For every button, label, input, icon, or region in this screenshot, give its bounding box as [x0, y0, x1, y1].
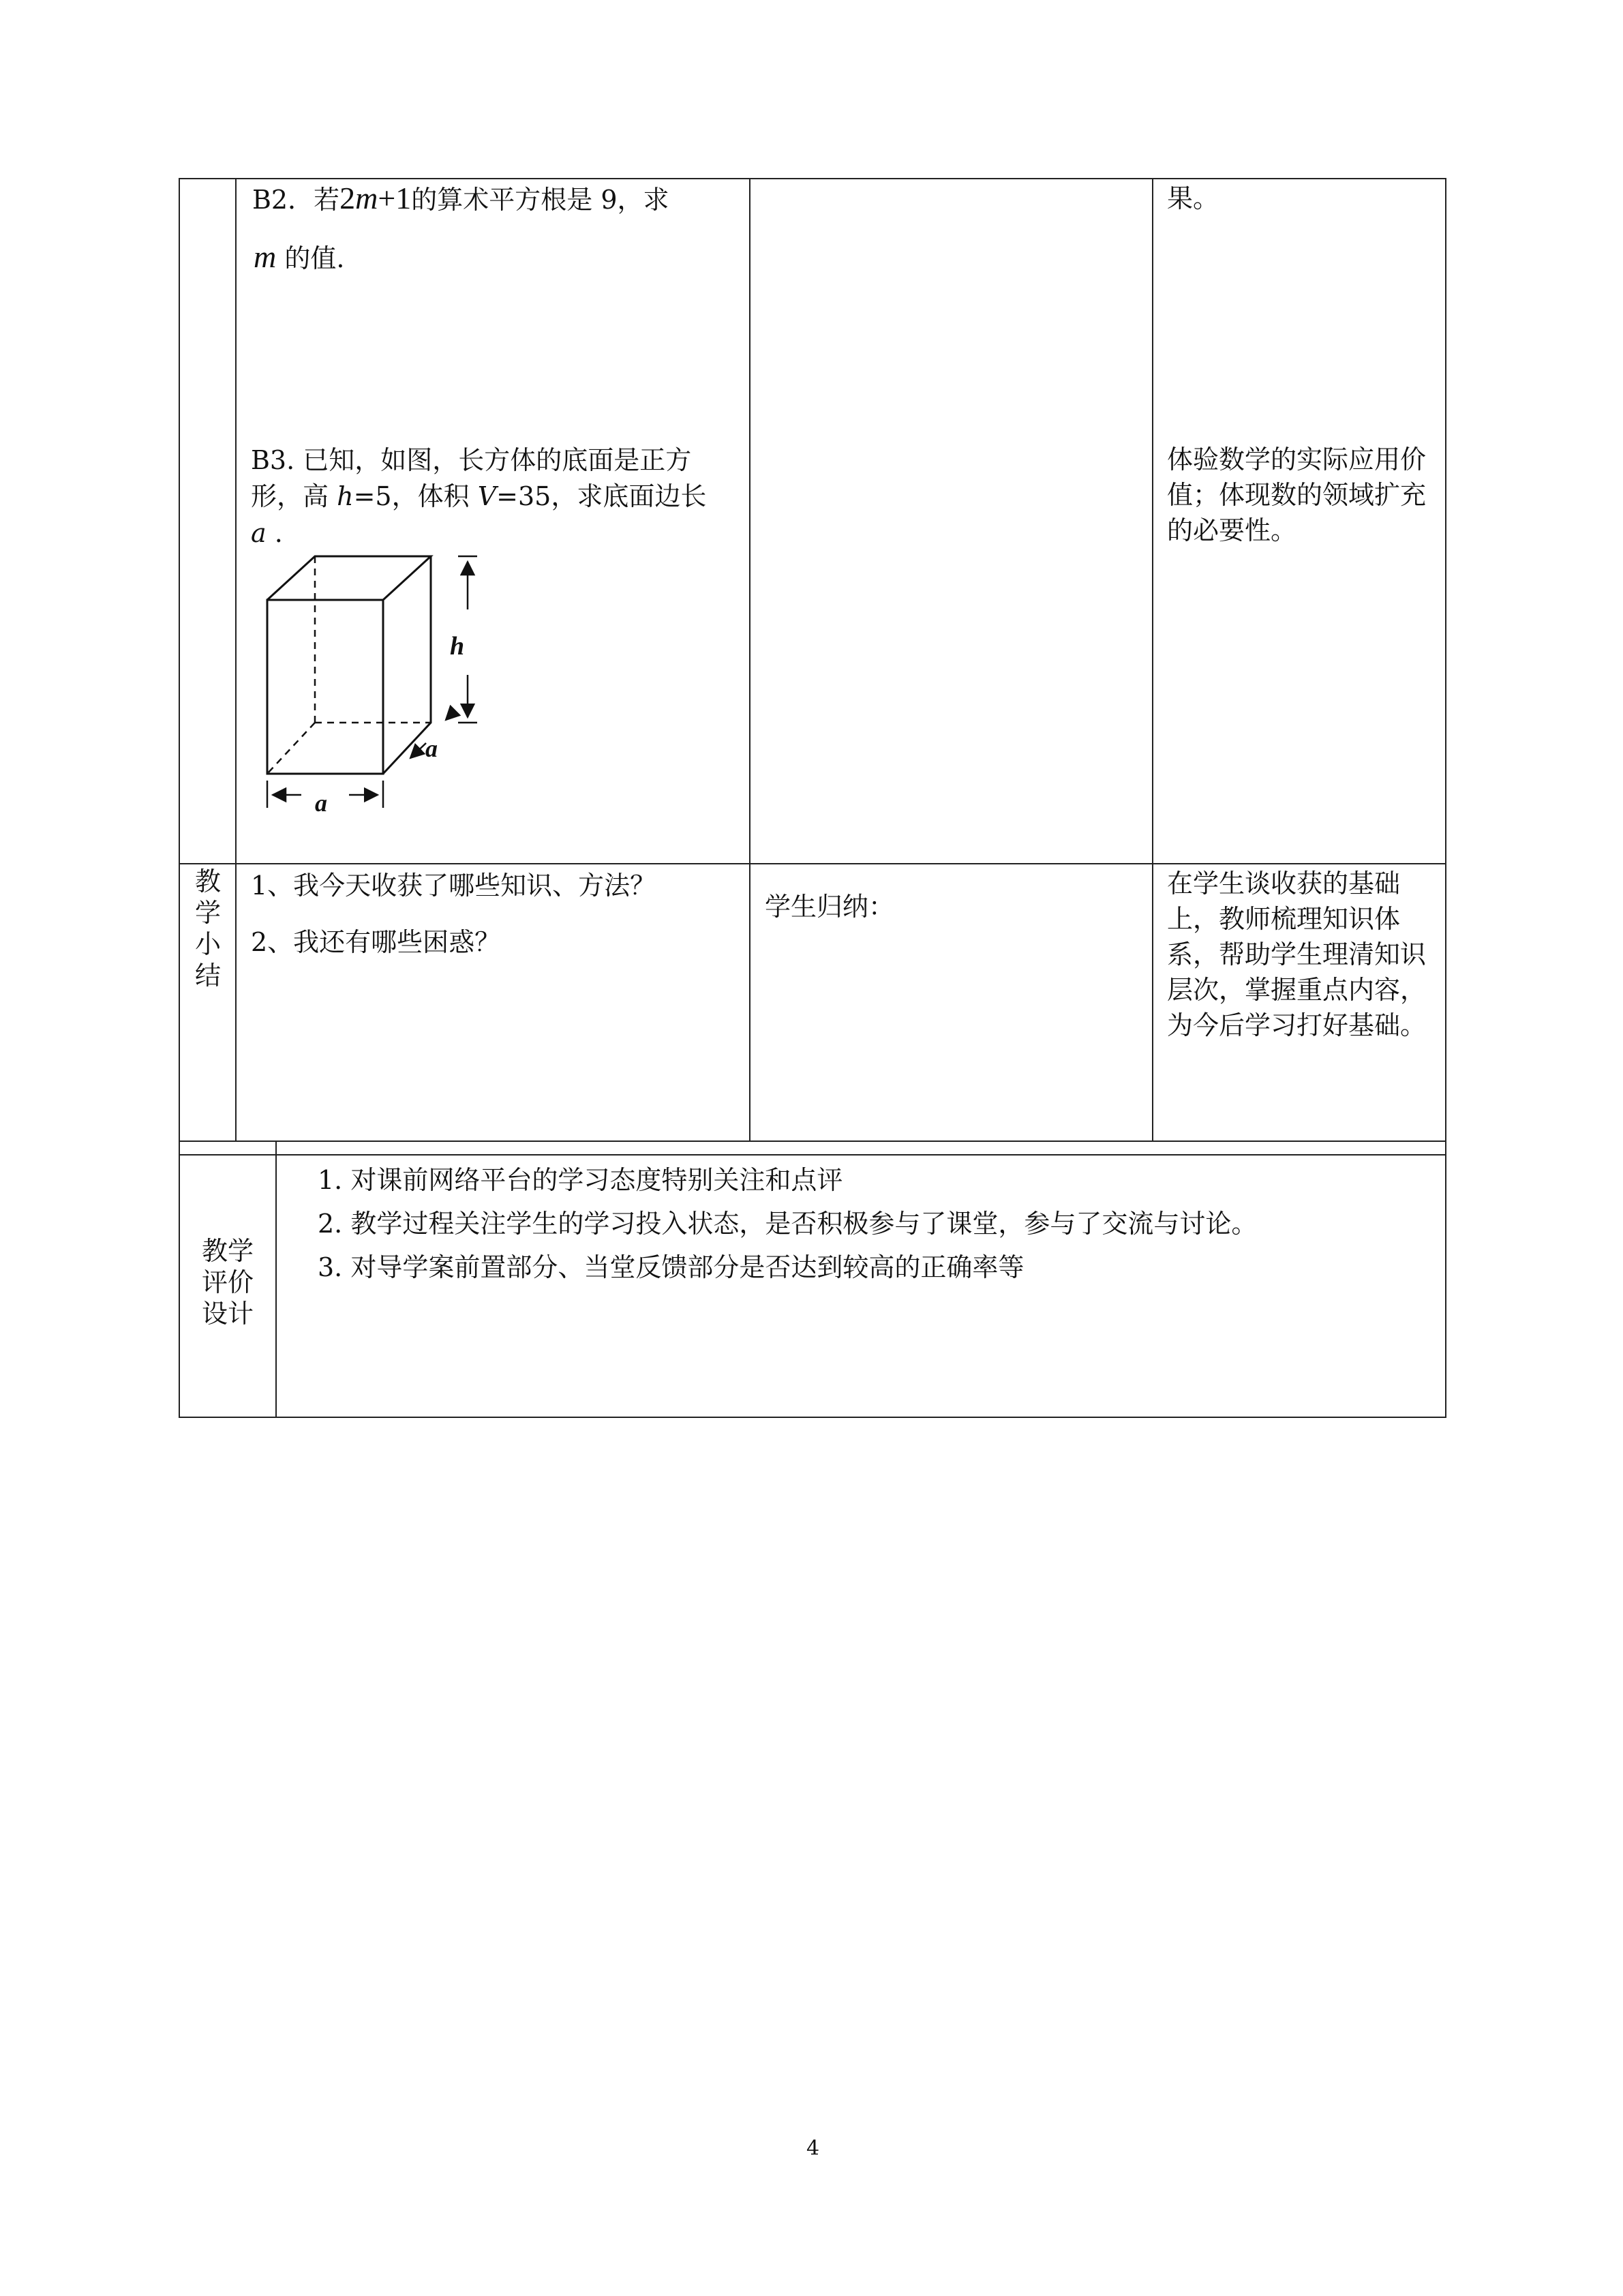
b3-question-line1: [251, 442, 691, 479]
cuboid-top-face: [267, 556, 431, 600]
label-a-side: a: [425, 735, 438, 762]
b3-line2-b: =5，体积: [353, 481, 478, 511]
b3-line2-v: V: [477, 481, 497, 511]
evaluation-item-2: 2. 教学过程关注学生的学习投入状态，是否积极参与了课堂，参与了交流与讨论。: [318, 1209, 1258, 1239]
summary-label-char: 小: [194, 929, 221, 959]
b3-question-line2: [251, 478, 706, 515]
table-bottom-border: [179, 1417, 1446, 1418]
b2-expr-rest: +1: [378, 181, 412, 215]
b2-expr-coef: 2: [339, 181, 356, 215]
summary-intent: 在学生谈收获的基础上，教师梳理知识体系，帮助学生理清知识层次，掌握重点内容，为今后学习打好基础。: [1167, 868, 1427, 1040]
table-top-border: [179, 178, 1446, 179]
b3-line1-text: B3. 已知，如图，长方体的底面是正方: [251, 445, 692, 475]
summary-item-1: 1、我今天收获了哪些知识、方法？: [251, 871, 656, 901]
col-divider-3: [1152, 178, 1153, 1142]
col-divider-1: [235, 178, 237, 1142]
b2-question-line2: [254, 239, 344, 277]
row1-right-bottom: 体验数学的实际应用价值；体现数的领域扩充的必要性。: [1167, 444, 1427, 545]
summary-label-char: 教: [194, 866, 221, 896]
b3-line2-h: h: [337, 481, 354, 511]
evaluation-label-line: 教学: [201, 1236, 254, 1266]
cuboid-right-face: [383, 556, 431, 774]
evaluation-label: [195, 1235, 260, 1329]
summary-item-2: 2、我还有哪些困惑？: [251, 927, 501, 957]
evaluation-label-line: 设计: [201, 1299, 254, 1329]
summary-label-char: 学: [194, 898, 221, 928]
label-h: h: [450, 632, 465, 661]
summary-label-char: 结: [194, 961, 221, 991]
evaluation-item-1: 1. 对课前网络平台的学习态度特别关注和点评: [318, 1165, 843, 1195]
b3-line3-rest: .: [266, 518, 283, 548]
depth-arrow: [410, 743, 426, 758]
summary-label: [191, 866, 225, 991]
b2-line2-rest: 的值.: [284, 243, 345, 273]
row-divider-2a: [179, 1141, 1446, 1142]
row-divider-2b: [179, 1154, 1446, 1155]
b3-line2-c: =35，求底面边长: [496, 481, 707, 511]
col-divider-2: [749, 178, 750, 1142]
table-left-border: [179, 178, 180, 1418]
b2-expr-var: m: [355, 181, 378, 215]
b3-line3-var: a: [251, 518, 267, 548]
b2-line2-var: m: [254, 239, 277, 274]
row-divider-1: [179, 863, 1446, 864]
eval-col-divider: [275, 1141, 277, 1418]
row1-right-top: 果。: [1167, 183, 1219, 213]
student-summary: 学生归纳：: [765, 892, 895, 922]
b2-question-line1: [252, 180, 669, 218]
table-right-border: [1445, 178, 1446, 1418]
cuboid-front-face: [267, 600, 383, 774]
evaluation-label-line: 评价: [201, 1267, 254, 1297]
b3-line2-a: 形，高: [251, 481, 337, 511]
label-a-bottom: a: [315, 789, 327, 817]
b2-suffix: 的算术平方根是 9，求: [411, 185, 669, 215]
cuboid-figure: [252, 545, 504, 825]
b2-prefix: B2．若: [252, 185, 340, 215]
hidden-edge-depth: [267, 723, 315, 774]
evaluation-item-3: 3. 对导学案前置部分、当堂反馈部分是否达到较高的正确率等: [318, 1252, 1025, 1282]
page-number: 4: [806, 2136, 820, 2160]
